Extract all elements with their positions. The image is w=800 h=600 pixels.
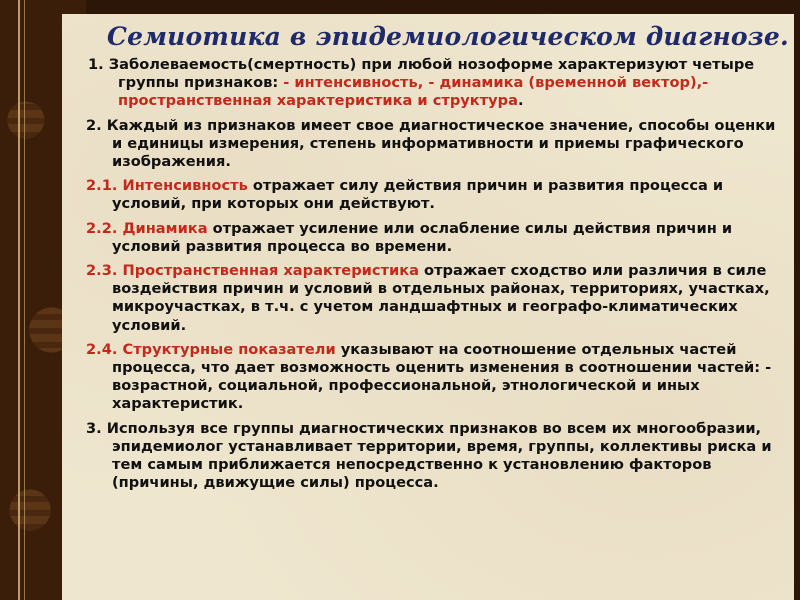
paragraph-text-end: . [517, 92, 524, 110]
paragraph-2-2 [86, 220, 788, 256]
slide-body [86, 56, 788, 498]
paragraph-1 [86, 56, 788, 111]
paragraph-number: 1. [88, 56, 104, 73]
decorative-frame-line-inner [24, 0, 25, 600]
paragraph-text: Используя все группы диагностических признаков во всем их многообразии, эпидемиолог устанавливает территории, время, группы, коллективы риска и тем самым приближается непосредственно к установлению факторов (причины, движущие силы) процесса. [106, 419, 772, 492]
paragraph-number: 2.1. [86, 177, 118, 195]
paragraph-text: указывают на соотношение отдельных частей процесса, что дает возможность оценить изменения в соотношении частей: - возрастной, социальной, профессиональной, этнологической и иных характеристик. [112, 340, 772, 413]
highlighted-term: Структурные показатели [122, 340, 336, 358]
decorative-frame-line [18, 0, 20, 600]
paragraph-text: отражает усиление или ослабление силы действия причин и условий развития процесса во времени. [112, 219, 733, 255]
paragraph-number: 3. [86, 419, 102, 437]
paragraph-3 [86, 420, 788, 493]
paragraph-number: 2.4. [86, 340, 118, 358]
paragraph-text: Каждый из признаков имеет свое диагностическое значение, способы оценки и единицы измерения, степень информативности и приемы графического изображения. [106, 116, 776, 171]
paragraph-2-3 [86, 262, 788, 335]
highlighted-term: Динамика [122, 219, 208, 237]
highlighted-term: Пространственная характеристика [122, 262, 419, 280]
slide-title: Семиотика в эпидемиологическом диагнозе. [107, 22, 789, 51]
paragraph-text: отражает силу действия причин и развития процесса и условий, при которых они действуют. [112, 177, 724, 213]
highlighted-term: - интенсивность, - динамика (временной вектор),- пространственная характеристика и структура [118, 74, 709, 110]
paragraph-2 [86, 117, 788, 172]
paragraph-number: 2.3. [86, 262, 118, 280]
paragraph-number: 2. [86, 116, 102, 134]
paragraph-number: 2.2. [86, 219, 118, 237]
paragraph-2-1 [86, 177, 788, 213]
paragraph-2-4 [86, 341, 788, 414]
paragraph-text: Заболеваемость(смертность) при любой нозоформе характеризуют четыре группы признаков: [108, 56, 755, 92]
paragraph-text: отражает сходство или различия в силе воздействия причин и условий в отдельных районах, территориях, участках, микроучастках, в т.ч. с учетом ландшафтных и географо-климатических условий. [112, 262, 770, 334]
highlighted-term: Интенсивность [122, 177, 248, 195]
